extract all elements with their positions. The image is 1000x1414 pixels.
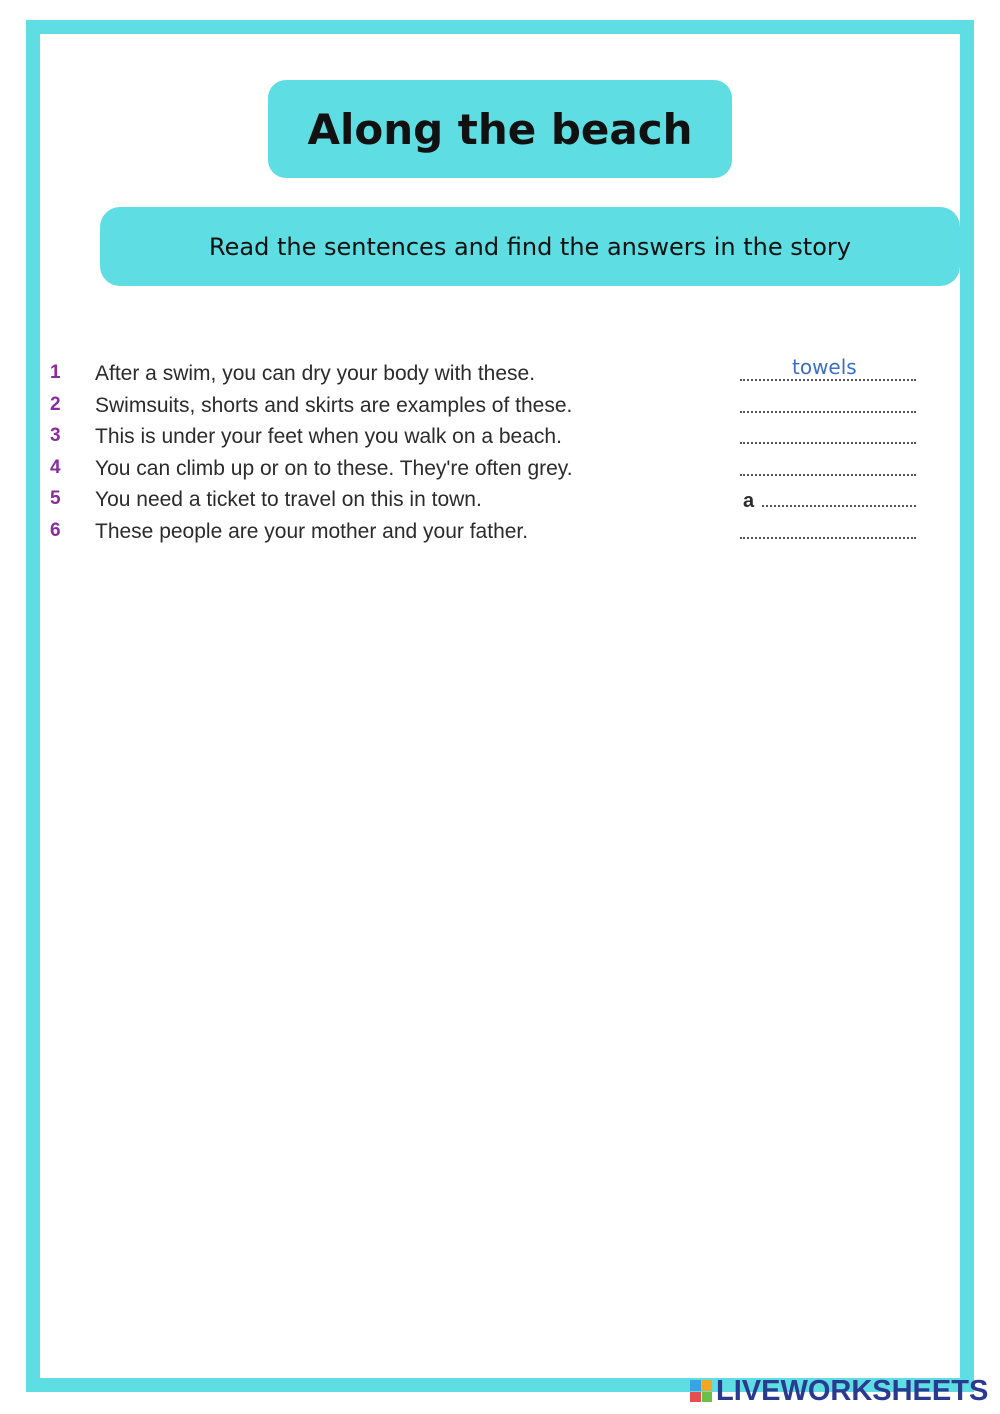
question-number: 6 <box>50 519 61 541</box>
question-row <box>48 390 928 422</box>
answer-field[interactable] <box>740 474 916 476</box>
question-number: 1 <box>50 362 61 383</box>
answer-text: towels <box>792 355 857 379</box>
answer-prefix: a <box>743 490 755 512</box>
question-text: Swimsuits, shorts and skirts are examples of these. <box>95 393 573 417</box>
liveworksheets-logo[interactable] <box>690 1376 988 1406</box>
question-number: 2 <box>50 393 61 415</box>
answer-field[interactable] <box>740 411 916 413</box>
liveworksheets-logo-icon <box>690 1380 712 1402</box>
page-title: Along the beach <box>307 104 693 154</box>
answer-field[interactable] <box>740 442 916 444</box>
question-row <box>48 355 928 390</box>
instruction-banner <box>100 207 960 286</box>
question-row <box>48 421 928 453</box>
question-text: This is under your feet when you walk on a beach. <box>95 425 562 448</box>
question-row <box>48 453 928 485</box>
answer-field[interactable] <box>762 505 916 507</box>
instruction-text: Read the sentences and find the answers in the story <box>209 232 851 261</box>
question-row <box>48 516 928 548</box>
question-text: After a swim, you can dry your body with these. <box>95 362 536 385</box>
answer-field[interactable] <box>740 355 916 381</box>
logo-text: LIVEWORKSHEETS <box>716 1374 989 1407</box>
title-banner <box>268 80 732 178</box>
question-list <box>48 355 928 547</box>
question-number: 5 <box>50 488 61 509</box>
question-text: These people are your mother and your father. <box>95 519 529 543</box>
question-text: You can climb up or on to these. They're often grey. <box>95 456 573 480</box>
question-number: 4 <box>50 456 61 478</box>
answer-field[interactable] <box>740 537 916 539</box>
question-number: 3 <box>50 425 61 446</box>
question-row <box>48 484 928 516</box>
question-text: You need a ticket to travel on this in town. <box>95 488 482 511</box>
